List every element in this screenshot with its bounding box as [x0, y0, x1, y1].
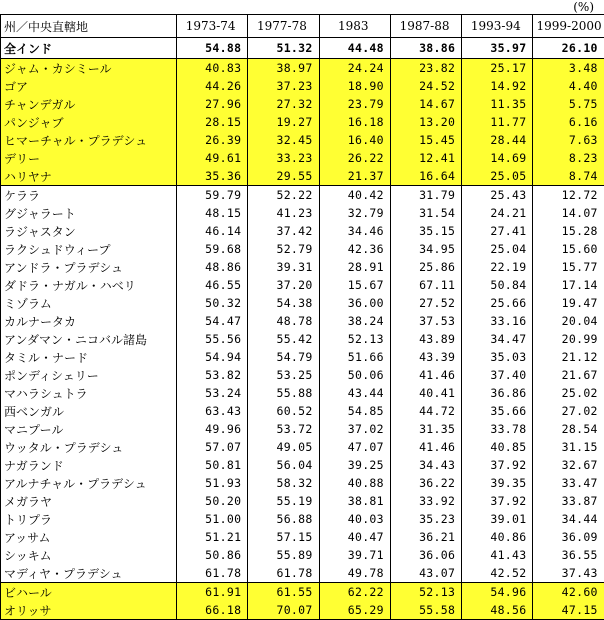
cell-value: 36.22	[390, 474, 461, 492]
row-name: ウッタル・プラデシュ	[1, 438, 177, 456]
table-row	[1, 77, 604, 95]
cell-value: 37.20	[248, 276, 319, 294]
cell-value: 38.81	[319, 492, 390, 510]
cell-value: 27.96	[177, 95, 248, 113]
table-row	[1, 492, 604, 510]
cell-value: 55.19	[248, 492, 319, 510]
cell-value: 37.23	[248, 77, 319, 95]
cell-value: 25.04	[462, 240, 533, 258]
cell-value: 50.84	[462, 276, 533, 294]
row-name: タミル・ナード	[1, 348, 177, 366]
cell-value: 19.47	[533, 294, 604, 312]
cell-value: 61.55	[248, 583, 319, 602]
cell-value: 67.11	[390, 276, 461, 294]
cell-value: 21.37	[319, 167, 390, 186]
row-name: ミゾラム	[1, 294, 177, 312]
cell-value: 29.55	[248, 167, 319, 186]
cell-value: 52.13	[319, 330, 390, 348]
cell-value: 55.88	[248, 384, 319, 402]
cell-value: 11.35	[462, 95, 533, 113]
cell-value: 38.97	[248, 59, 319, 78]
cell-value: 49.96	[177, 420, 248, 438]
column-header-year: 1999-2000	[533, 15, 604, 38]
cell-value: 20.99	[533, 330, 604, 348]
cell-value: 26.22	[319, 149, 390, 167]
cell-value: 51.21	[177, 528, 248, 546]
cell-value: 49.05	[248, 438, 319, 456]
cell-value: 37.92	[462, 492, 533, 510]
row-name: マディヤ・プラデシュ	[1, 564, 177, 583]
table-row	[1, 113, 604, 131]
cell-value: 14.07	[533, 204, 604, 222]
cell-value: 51.32	[248, 38, 319, 59]
row-name: シッキム	[1, 546, 177, 564]
row-name: トリプラ	[1, 510, 177, 528]
cell-value: 56.88	[248, 510, 319, 528]
cell-value: 31.35	[390, 420, 461, 438]
table-row	[1, 59, 604, 78]
row-name: 全インド	[1, 38, 177, 59]
cell-value: 8.74	[533, 167, 604, 186]
table-row	[1, 312, 604, 330]
cell-value: 18.90	[319, 77, 390, 95]
cell-value: 40.42	[319, 186, 390, 205]
cell-value: 25.02	[533, 384, 604, 402]
cell-value: 50.86	[177, 546, 248, 564]
cell-value: 4.40	[533, 77, 604, 95]
cell-value: 44.26	[177, 77, 248, 95]
table-row	[1, 601, 604, 620]
cell-value: 34.47	[462, 330, 533, 348]
cell-value: 51.00	[177, 510, 248, 528]
table-row	[1, 167, 604, 186]
cell-value: 35.97	[462, 38, 533, 59]
cell-value: 36.06	[390, 546, 461, 564]
table-row	[1, 528, 604, 546]
table-row	[1, 240, 604, 258]
cell-value: 40.03	[319, 510, 390, 528]
cell-value: 15.60	[533, 240, 604, 258]
cell-value: 63.43	[177, 402, 248, 420]
row-name: アンドラ・プラデシュ	[1, 258, 177, 276]
cell-value: 49.61	[177, 149, 248, 167]
row-name: マハラシュトラ	[1, 384, 177, 402]
cell-value: 15.67	[319, 276, 390, 294]
cell-value: 37.53	[390, 312, 461, 330]
cell-value: 28.54	[533, 420, 604, 438]
cell-value: 24.21	[462, 204, 533, 222]
cell-value: 15.77	[533, 258, 604, 276]
cell-value: 33.78	[462, 420, 533, 438]
cell-value: 5.75	[533, 95, 604, 113]
cell-value: 32.67	[533, 456, 604, 474]
cell-value: 46.14	[177, 222, 248, 240]
cell-value: 46.55	[177, 276, 248, 294]
cell-value: 65.29	[319, 601, 390, 620]
cell-value: 54.94	[177, 348, 248, 366]
cell-value: 57.07	[177, 438, 248, 456]
cell-value: 54.79	[248, 348, 319, 366]
table-row	[1, 348, 604, 366]
row-name: ラジャスタン	[1, 222, 177, 240]
cell-value: 16.18	[319, 113, 390, 131]
cell-value: 42.52	[462, 564, 533, 583]
cell-value: 36.09	[533, 528, 604, 546]
cell-value: 14.92	[462, 77, 533, 95]
cell-value: 40.41	[390, 384, 461, 402]
cell-value: 52.79	[248, 240, 319, 258]
row-name: チャンデガル	[1, 95, 177, 113]
cell-value: 17.14	[533, 276, 604, 294]
cell-value: 38.24	[319, 312, 390, 330]
cell-value: 48.78	[248, 312, 319, 330]
cell-value: 34.95	[390, 240, 461, 258]
cell-value: 21.12	[533, 348, 604, 366]
row-name: ヒマーチャル・プラデシュ	[1, 131, 177, 149]
cell-value: 55.42	[248, 330, 319, 348]
cell-value: 24.52	[390, 77, 461, 95]
cell-value: 61.78	[248, 564, 319, 583]
cell-value: 42.36	[319, 240, 390, 258]
cell-value: 12.72	[533, 186, 604, 205]
cell-value: 8.23	[533, 149, 604, 167]
column-header-state: 州／中央直轄地	[1, 15, 177, 38]
row-name: ハリヤナ	[1, 167, 177, 186]
cell-value: 55.89	[248, 546, 319, 564]
cell-value: 50.20	[177, 492, 248, 510]
cell-value: 43.89	[390, 330, 461, 348]
table-row	[1, 420, 604, 438]
cell-value: 35.03	[462, 348, 533, 366]
table-row	[1, 438, 604, 456]
cell-value: 70.07	[248, 601, 319, 620]
cell-value: 41.43	[462, 546, 533, 564]
cell-value: 23.82	[390, 59, 461, 78]
cell-value: 34.46	[319, 222, 390, 240]
column-header-year: 1993-94	[462, 15, 533, 38]
cell-value: 36.86	[462, 384, 533, 402]
cell-value: 37.42	[248, 222, 319, 240]
cell-value: 35.36	[177, 167, 248, 186]
cell-value: 42.60	[533, 583, 604, 602]
cell-value: 20.04	[533, 312, 604, 330]
table-row	[1, 474, 604, 492]
cell-value: 13.20	[390, 113, 461, 131]
cell-value: 32.45	[248, 131, 319, 149]
cell-value: 33.16	[462, 312, 533, 330]
cell-value: 31.79	[390, 186, 461, 205]
cell-value: 47.15	[533, 601, 604, 620]
cell-value: 53.72	[248, 420, 319, 438]
cell-value: 27.02	[533, 402, 604, 420]
cell-value: 40.83	[177, 59, 248, 78]
table-row	[1, 131, 604, 149]
row-name: グジャラート	[1, 204, 177, 222]
poverty-table	[0, 14, 604, 620]
cell-value: 53.82	[177, 366, 248, 384]
cell-value: 39.01	[462, 510, 533, 528]
cell-value: 35.66	[462, 402, 533, 420]
cell-value: 27.41	[462, 222, 533, 240]
cell-value: 43.39	[390, 348, 461, 366]
cell-value: 50.06	[319, 366, 390, 384]
cell-value: 40.47	[319, 528, 390, 546]
cell-value: 25.17	[462, 59, 533, 78]
cell-value: 59.79	[177, 186, 248, 205]
cell-value: 11.77	[462, 113, 533, 131]
cell-value: 15.28	[533, 222, 604, 240]
header-row	[1, 15, 604, 38]
row-name: ゴア	[1, 77, 177, 95]
cell-value: 48.56	[462, 601, 533, 620]
cell-value: 33.92	[390, 492, 461, 510]
cell-value: 51.93	[177, 474, 248, 492]
cell-value: 57.15	[248, 528, 319, 546]
cell-value: 54.88	[177, 38, 248, 59]
cell-value: 41.23	[248, 204, 319, 222]
row-name: ラクシュドウィープ	[1, 240, 177, 258]
column-header-year: 1977-78	[248, 15, 319, 38]
cell-value: 28.91	[319, 258, 390, 276]
cell-value: 55.56	[177, 330, 248, 348]
cell-value: 41.46	[390, 366, 461, 384]
cell-value: 36.00	[319, 294, 390, 312]
row-name: メガラヤ	[1, 492, 177, 510]
cell-value: 12.41	[390, 149, 461, 167]
cell-value: 16.40	[319, 131, 390, 149]
table-row	[1, 276, 604, 294]
table-row	[1, 149, 604, 167]
cell-value: 37.43	[533, 564, 604, 583]
cell-value: 26.39	[177, 131, 248, 149]
cell-value: 40.88	[319, 474, 390, 492]
table-row	[1, 546, 604, 564]
row-name: パンジャブ	[1, 113, 177, 131]
cell-value: 55.58	[390, 601, 461, 620]
cell-value: 50.81	[177, 456, 248, 474]
cell-value: 44.72	[390, 402, 461, 420]
cell-value: 27.32	[248, 95, 319, 113]
cell-value: 41.46	[390, 438, 461, 456]
cell-value: 28.15	[177, 113, 248, 131]
cell-value: 33.87	[533, 492, 604, 510]
row-name: ポンディシェリー	[1, 366, 177, 384]
table-row	[1, 366, 604, 384]
table-row	[1, 186, 604, 205]
cell-value: 38.86	[390, 38, 461, 59]
cell-value: 19.27	[248, 113, 319, 131]
cell-value: 32.79	[319, 204, 390, 222]
row-name: オリッサ	[1, 601, 177, 620]
cell-value: 34.44	[533, 510, 604, 528]
cell-value: 56.04	[248, 456, 319, 474]
table-row	[1, 402, 604, 420]
row-name: ナガランド	[1, 456, 177, 474]
cell-value: 36.21	[390, 528, 461, 546]
row-name: カルナータカ	[1, 312, 177, 330]
cell-value: 40.86	[462, 528, 533, 546]
cell-value: 51.66	[319, 348, 390, 366]
row-name: マニプール	[1, 420, 177, 438]
column-header-year: 1973-74	[177, 15, 248, 38]
cell-value: 48.15	[177, 204, 248, 222]
cell-value: 48.86	[177, 258, 248, 276]
cell-value: 54.47	[177, 312, 248, 330]
cell-value: 39.31	[248, 258, 319, 276]
cell-value: 7.63	[533, 131, 604, 149]
table-row	[1, 384, 604, 402]
cell-value: 25.66	[462, 294, 533, 312]
cell-value: 34.43	[390, 456, 461, 474]
cell-value: 23.79	[319, 95, 390, 113]
cell-value: 31.54	[390, 204, 461, 222]
table-row	[1, 510, 604, 528]
cell-value: 43.44	[319, 384, 390, 402]
cell-value: 52.22	[248, 186, 319, 205]
cell-value: 66.18	[177, 601, 248, 620]
row-name: アンダマン・ニコバル諸島	[1, 330, 177, 348]
cell-value: 37.40	[462, 366, 533, 384]
unit-label: (%)	[573, 0, 594, 14]
cell-value: 36.55	[533, 546, 604, 564]
cell-value: 40.85	[462, 438, 533, 456]
cell-value: 33.23	[248, 149, 319, 167]
cell-value: 44.48	[319, 38, 390, 59]
table-row	[1, 456, 604, 474]
cell-value: 21.67	[533, 366, 604, 384]
row-name: ケララ	[1, 186, 177, 205]
cell-value: 14.69	[462, 149, 533, 167]
cell-value: 53.25	[248, 366, 319, 384]
row-name: デリー	[1, 149, 177, 167]
cell-value: 58.32	[248, 474, 319, 492]
table-row	[1, 294, 604, 312]
cell-value: 59.68	[177, 240, 248, 258]
cell-value: 54.96	[462, 583, 533, 602]
cell-value: 61.78	[177, 564, 248, 583]
cell-value: 62.22	[319, 583, 390, 602]
row-name: アルナチャル・プラデシュ	[1, 474, 177, 492]
cell-value: 43.07	[390, 564, 461, 583]
cell-value: 25.43	[462, 186, 533, 205]
cell-value: 50.32	[177, 294, 248, 312]
cell-value: 39.25	[319, 456, 390, 474]
cell-value: 27.52	[390, 294, 461, 312]
cell-value: 28.44	[462, 131, 533, 149]
cell-value: 35.23	[390, 510, 461, 528]
cell-value: 6.16	[533, 113, 604, 131]
table-row	[1, 564, 604, 583]
total-row	[1, 38, 604, 59]
cell-value: 31.15	[533, 438, 604, 456]
cell-value: 61.91	[177, 583, 248, 602]
cell-value: 35.15	[390, 222, 461, 240]
table-row	[1, 204, 604, 222]
cell-value: 26.10	[533, 38, 604, 59]
column-header-year: 1987-88	[390, 15, 461, 38]
cell-value: 37.02	[319, 420, 390, 438]
table-row	[1, 95, 604, 113]
cell-value: 47.07	[319, 438, 390, 456]
cell-value: 3.48	[533, 59, 604, 78]
cell-value: 33.47	[533, 474, 604, 492]
table-row	[1, 330, 604, 348]
cell-value: 16.64	[390, 167, 461, 186]
cell-value: 14.67	[390, 95, 461, 113]
cell-value: 39.35	[462, 474, 533, 492]
cell-value: 24.24	[319, 59, 390, 78]
row-name: ダドラ・ナガル・ハベリ	[1, 276, 177, 294]
row-name: ジャム・カシミール	[1, 59, 177, 78]
cell-value: 22.19	[462, 258, 533, 276]
cell-value: 49.78	[319, 564, 390, 583]
cell-value: 54.85	[319, 402, 390, 420]
cell-value: 15.45	[390, 131, 461, 149]
column-header-year: 1983	[319, 15, 390, 38]
table-row	[1, 258, 604, 276]
row-name: アッサム	[1, 528, 177, 546]
cell-value: 25.86	[390, 258, 461, 276]
cell-value: 37.92	[462, 456, 533, 474]
cell-value: 39.71	[319, 546, 390, 564]
cell-value: 25.05	[462, 167, 533, 186]
cell-value: 53.24	[177, 384, 248, 402]
row-name: ビハール	[1, 583, 177, 602]
table-row	[1, 222, 604, 240]
cell-value: 52.13	[390, 583, 461, 602]
cell-value: 60.52	[248, 402, 319, 420]
cell-value: 54.38	[248, 294, 319, 312]
row-name: 西ベンガル	[1, 402, 177, 420]
